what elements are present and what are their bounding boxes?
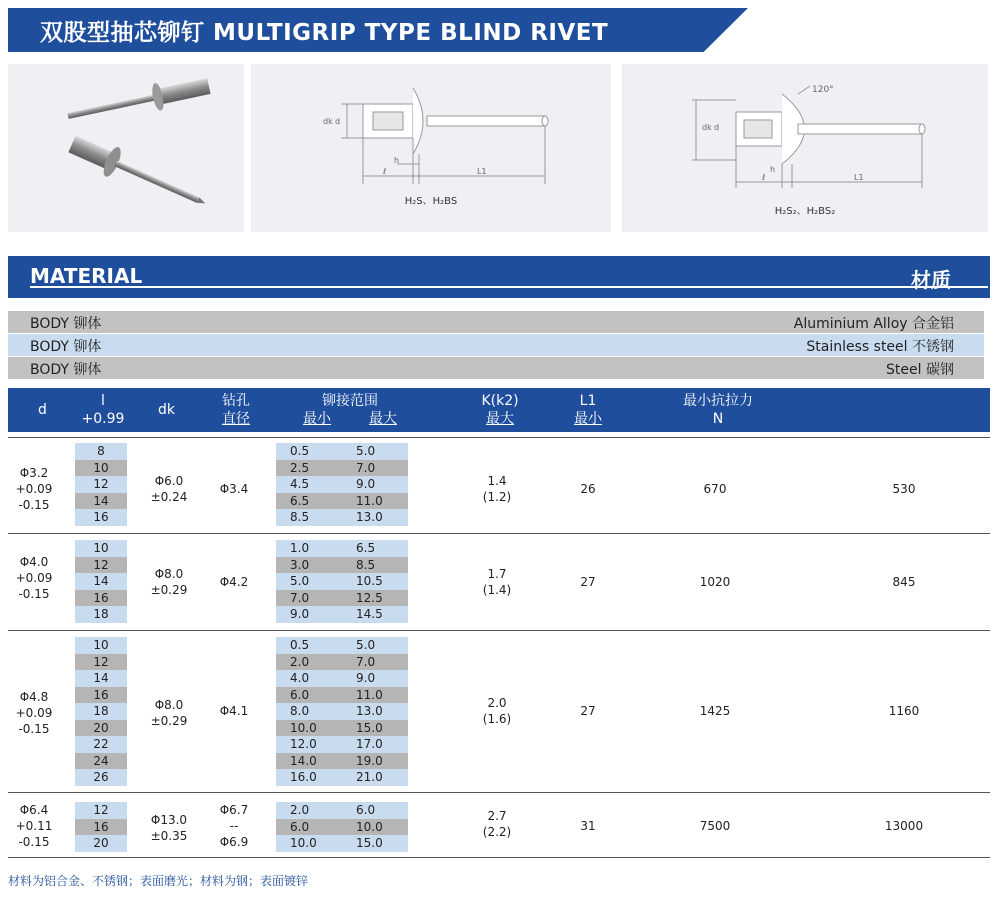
material-row-label: BODY 铆体 xyxy=(30,339,102,355)
drawing-panel-h2s2 xyxy=(622,64,988,232)
drawing-panel-h2s xyxy=(251,64,611,232)
length-item: 14 xyxy=(75,670,127,687)
length-item: 16 xyxy=(75,590,127,607)
material-row-value: Steel 碳钢 xyxy=(886,362,954,378)
grip-range-row: 3.0 8.5 xyxy=(276,557,408,574)
grip-range-row: 4.5 9.0 xyxy=(276,476,408,493)
material-title: MATERIAL xyxy=(30,264,143,288)
header-range-max: 最大 xyxy=(369,411,397,427)
grip-range-row: 7.0 12.5 xyxy=(276,590,408,607)
length-item: 18 xyxy=(75,606,127,623)
material-row-label: BODY 铆体 xyxy=(30,316,102,332)
material-row-value: Stainless steel 不锈钢 xyxy=(806,339,954,355)
grip-range-row: 16.0 21.0 xyxy=(276,769,408,786)
hole-value: Φ4.1 xyxy=(219,704,249,718)
hole-value: Φ4.2 xyxy=(219,575,249,589)
drawing-caption: H₂S、H₂BS xyxy=(404,196,458,207)
tensile-value-2: 845 xyxy=(892,575,916,589)
header-hole-sub: 直径 xyxy=(222,411,250,427)
length-item: 18 xyxy=(75,703,127,720)
grip-range-row: 1.0 6.5 xyxy=(276,540,408,557)
grip-range-row: 2.0 6.0 xyxy=(276,802,408,819)
grip-range-list xyxy=(276,443,408,526)
grip-range-row: 10.0 15.0 xyxy=(276,835,408,852)
length-item: 10 xyxy=(75,460,127,477)
grip-range-row: 8.0 13.0 xyxy=(276,703,408,720)
grip-range-list xyxy=(276,637,408,786)
header-l-tol: +0.99 xyxy=(81,411,125,427)
length-item: 24 xyxy=(75,753,127,770)
grip-range-row: 12.0 17.0 xyxy=(276,736,408,753)
length-item: 16 xyxy=(75,687,127,704)
angle-label: 120° xyxy=(812,85,834,95)
header-k: K(k2) xyxy=(481,393,519,409)
table-group-d4.0 xyxy=(0,540,997,626)
k-value: 1.7 (1.4) xyxy=(482,567,512,597)
dk-value: Φ13.0 ±0.35 xyxy=(150,813,188,843)
grip-range-row: 6.5 11.0 xyxy=(276,493,408,510)
hole-value: Φ3.4 xyxy=(219,482,249,496)
header-hole: 钻孔 xyxy=(222,393,250,409)
length-item: 16 xyxy=(75,509,127,526)
h-label: h xyxy=(394,156,400,165)
grip-range-row: 8.5 13.0 xyxy=(276,509,408,526)
header-tensile: 最小抗拉力 xyxy=(683,393,753,409)
material-title-cn: 材质 xyxy=(911,268,951,292)
material-row xyxy=(8,334,984,356)
length-item: 8 xyxy=(75,443,127,460)
dk-label: dk xyxy=(702,123,712,132)
grip-range-row: 6.0 11.0 xyxy=(276,687,408,704)
rivet-photo xyxy=(8,64,244,232)
grip-range-row: 5.0 10.5 xyxy=(276,573,408,590)
table-header xyxy=(8,388,990,432)
length-item: 20 xyxy=(75,720,127,737)
length-item: 26 xyxy=(75,769,127,786)
drawing-caption: H₂S₂、H₂BS₂ xyxy=(774,206,836,217)
d-value: Φ3.2 +0.09 -0.15 xyxy=(15,466,53,512)
header-d: d xyxy=(38,402,47,418)
grip-range-row: 4.0 9.0 xyxy=(276,670,408,687)
tensile-value: 1020 xyxy=(699,575,731,589)
dk-label: dk xyxy=(323,117,333,126)
grip-range-row: 10.0 15.0 xyxy=(276,720,408,737)
dk-value: Φ6.0 ±0.24 xyxy=(150,474,188,504)
d-value: Φ4.0 +0.09 -0.15 xyxy=(15,555,53,601)
grip-range-row: 14.0 19.0 xyxy=(276,753,408,770)
L1-label: L1 xyxy=(854,173,864,182)
table-group-d4.8 xyxy=(0,637,997,787)
length-item: 20 xyxy=(75,835,127,852)
material-row-value: Aluminium Alloy 合金铝 xyxy=(793,316,954,332)
row-separator xyxy=(8,857,990,858)
header-L1: L1 xyxy=(579,393,597,409)
length-list xyxy=(75,637,127,786)
tensile-value: 1425 xyxy=(699,704,731,718)
grip-range-row: 0.5 5.0 xyxy=(276,637,408,654)
k-value: 2.0 (1.6) xyxy=(482,696,512,726)
material-banner xyxy=(8,256,990,298)
table-group-d3.2 xyxy=(0,443,997,529)
L1-value: 27 xyxy=(580,575,596,589)
d-label: d xyxy=(335,117,341,126)
length-item: 14 xyxy=(75,573,127,590)
d-label: d xyxy=(714,123,720,132)
d-value: Φ4.8 +0.09 -0.15 xyxy=(15,690,53,736)
header-l: l xyxy=(101,393,105,409)
L1-label: L1 xyxy=(477,167,487,176)
header-L1-sub: 最小 xyxy=(574,411,602,427)
length-item: 16 xyxy=(75,819,127,836)
length-item: 22 xyxy=(75,736,127,753)
page-title: 双股型抽芯铆钉 MULTIGRIP TYPE BLIND RIVET xyxy=(40,20,609,46)
material-underline xyxy=(30,286,988,288)
tensile-value-2: 13000 xyxy=(884,819,924,833)
material-row xyxy=(8,357,984,379)
k-value: 2.7 (2.2) xyxy=(482,809,512,839)
grip-range-list xyxy=(276,540,408,623)
header-grip-range: 铆接范围 xyxy=(322,393,378,409)
length-item: 12 xyxy=(75,476,127,493)
grip-range-row: 2.0 7.0 xyxy=(276,654,408,671)
l-label: ℓ xyxy=(762,173,766,182)
tensile-value-2: 1160 xyxy=(888,704,920,718)
tensile-value: 7500 xyxy=(699,819,731,833)
grip-range-row: 6.0 10.0 xyxy=(276,819,408,836)
L1-value: 31 xyxy=(580,819,596,833)
row-separator xyxy=(8,437,990,438)
header-dk: dk xyxy=(158,402,175,418)
grip-range-row: 9.0 14.5 xyxy=(276,606,408,623)
rivet-photo-panel xyxy=(8,64,244,232)
tensile-value: 670 xyxy=(703,482,727,496)
length-item: 12 xyxy=(75,557,127,574)
length-item: 12 xyxy=(75,802,127,819)
header-tensile-unit: N xyxy=(712,411,724,427)
tensile-value-2: 530 xyxy=(892,482,916,496)
header-k-sub: 最大 xyxy=(486,411,514,427)
length-list xyxy=(75,443,127,526)
l-label: ℓ xyxy=(383,167,387,176)
length-list xyxy=(75,802,127,852)
row-separator xyxy=(8,533,990,534)
header-range-min: 最小 xyxy=(303,411,331,427)
table-group-d6.4 xyxy=(0,802,997,854)
grip-range-row: 0.5 5.0 xyxy=(276,443,408,460)
material-row xyxy=(8,311,984,333)
grip-range-row: 2.5 7.0 xyxy=(276,460,408,477)
row-separator xyxy=(8,792,990,793)
length-item: 14 xyxy=(75,493,127,510)
footer-note: 材料为铝合金、不锈钢；表面磨光；材料为钢；表面镀锌 xyxy=(8,874,309,888)
dk-value: Φ8.0 ±0.29 xyxy=(150,698,188,728)
length-item: 10 xyxy=(75,540,127,557)
hole-value: Φ6.7 -- Φ6.9 xyxy=(219,803,249,849)
k-value: 1.4 (1.2) xyxy=(482,474,512,504)
L1-value: 26 xyxy=(580,482,596,496)
length-item: 10 xyxy=(75,637,127,654)
row-separator xyxy=(8,630,990,631)
length-item: 12 xyxy=(75,654,127,671)
h-label: h xyxy=(770,165,776,174)
material-row-label: BODY 铆体 xyxy=(30,362,102,378)
grip-range-list xyxy=(276,802,408,852)
L1-value: 27 xyxy=(580,704,596,718)
dk-value: Φ8.0 ±0.29 xyxy=(150,567,188,597)
length-list xyxy=(75,540,127,623)
d-value: Φ6.4 +0.11 -0.15 xyxy=(15,803,53,849)
